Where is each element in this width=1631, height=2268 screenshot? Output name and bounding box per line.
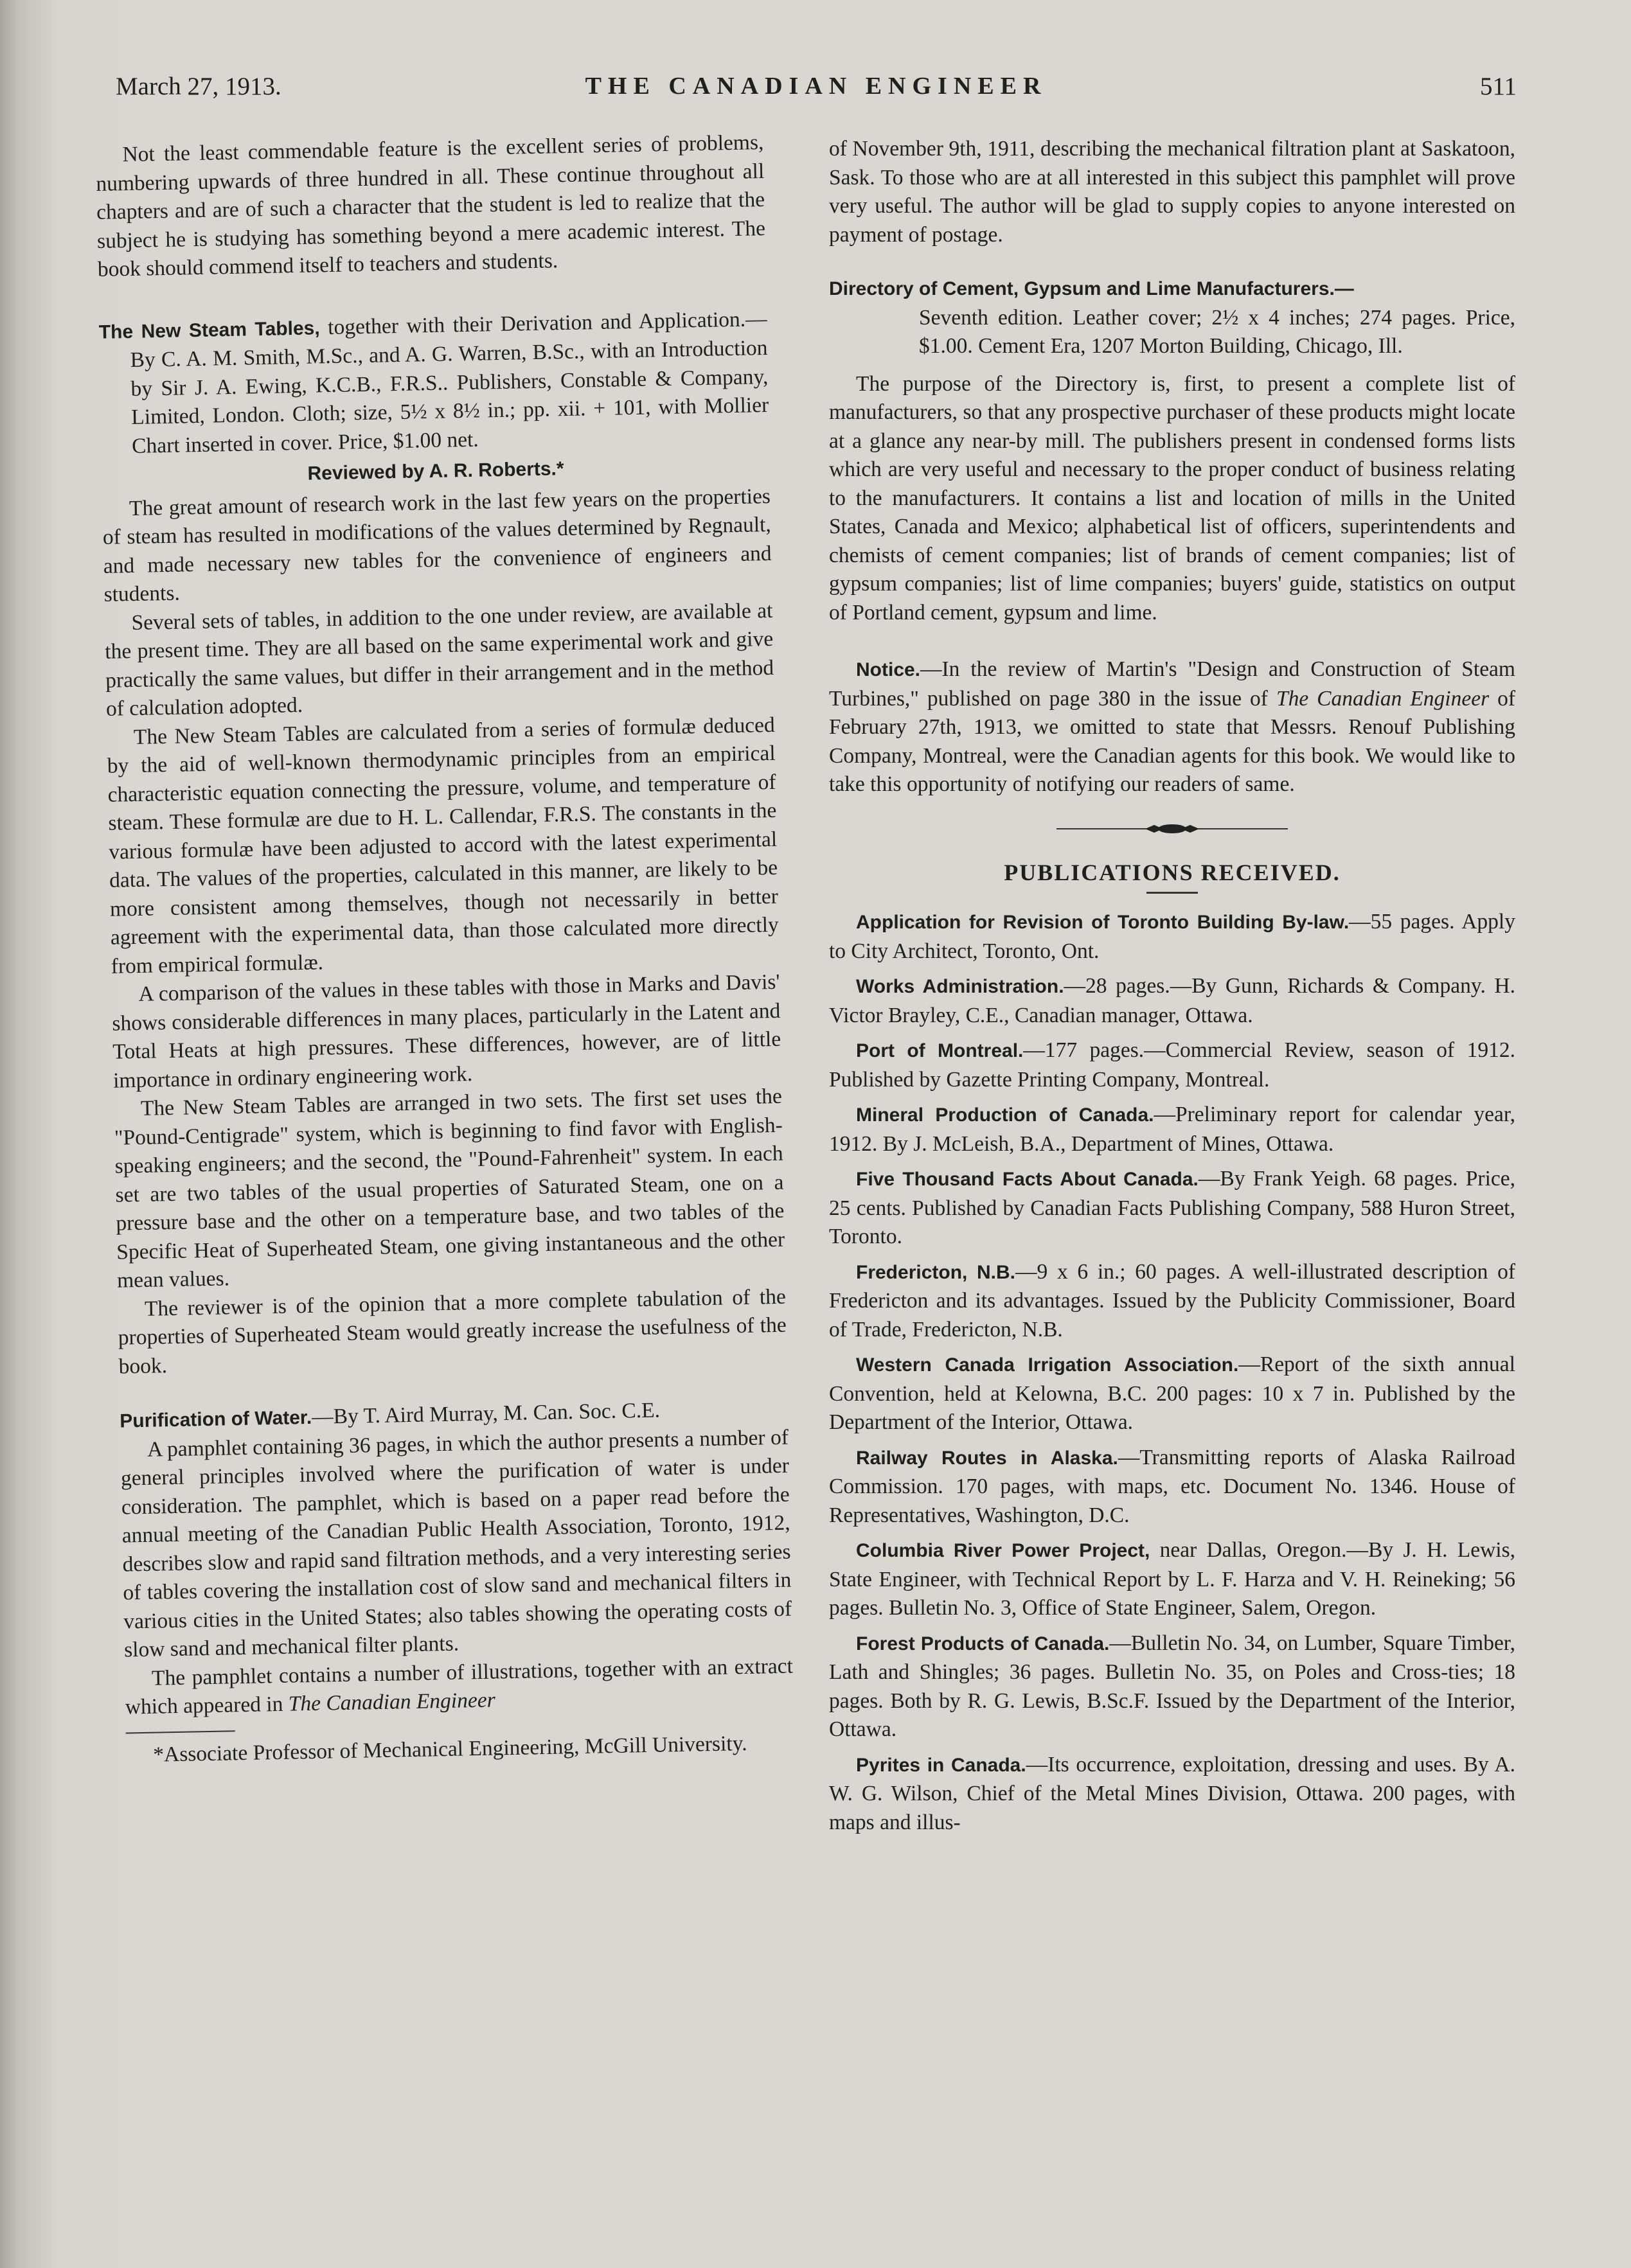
publication-item (829, 908, 1515, 966)
publication-item (829, 1036, 1515, 1094)
purification-title: Purification of Water. (120, 1406, 312, 1432)
directory-paragraph: The purpose of the Directory is, first, to present a complete list of manufacturers, so that any prospective purchaser of these products might locate at a glance any near-by mill. The publishers present in condensed forms lists which are very useful and necessary to the proper conduct of business relating to the manufacturers. It contains a list and location of mills in the United States, Canada and Mexico; alphabetical list of officers, superintendents and chemists of cement companies; list of brands of cement companies; list of gypsum companies; list of lime companies; buyers' guide, statistics on output of Portland cement, gypsum and lime. (829, 371, 1515, 625)
continued-paragraph: of November 9th, 1911, describing the mechanical filtration plant at Saskatoon, Sask. To those who are at all interested in this subject this pamphlet will prove very useful. The author will be glad to supply copies to anyone interested on payment of postage. (829, 137, 1515, 247)
publication-item (829, 1536, 1515, 1623)
steam-para-5: The New Steam Tables are arranged in two sets. The first set uses the "Pound-Centigrade" system, which is beginning to find favor with English-speaking engineers; and the second, the "Pound-Fahrenheit" system. In each set are two tables of the usual properties of Saturated Steam, one on a pressure base and the other on a temperature base, and two tables of the Specific Heat of Superheated Steam, one giving instantaneous and the other mean values. (114, 1084, 785, 1293)
notice-label: Notice. (856, 659, 921, 680)
publication-item (829, 1629, 1515, 1744)
publication-details: near Dallas, Oregon.—By J. H. Lewis, State Engineer, with Technical Report by L. F. Harza and V. H. Reineking; 56 pages. Bulletin No. 3, Office of State Engineer, Salem, Oregon. (829, 1538, 1515, 1620)
publication-item (829, 1444, 1515, 1530)
publication-title: Works Administration. (856, 976, 1064, 997)
publications-heading: PUBLICATIONS RECEIVED. (1004, 859, 1341, 885)
publication-details: —By Frank Yeigh. 68 pages. Price, 25 cents. Published by Canadian Facts Publishing Company, 588 Huron Street, Toronto. (829, 1167, 1515, 1248)
steam-para-3: The New Steam Tables are calculated from a series of formulæ deduced by the aid of well-known thermodynamic principles from an empirical characteristic equation connecting the pressure, volume, and temperature of steam. These formulæ are due to H. L. Callendar, F.R.S. The constants in the various formulæ have been adjusted to accord with the latest experimental data. The values of the properties, calculated in this manner, are likely to be more consistent among themselves, though not necessarily in better agreement with the experimental data, than those calculated more directly from empirical formulæ. (107, 713, 780, 979)
journal-title: THE CANADIAN ENGINEER (585, 73, 1047, 100)
notice-journal: The Canadian Engineer (1276, 686, 1490, 711)
publications-rule (1146, 892, 1198, 894)
publication-title: Western Canada Irrigation Association. (856, 1354, 1239, 1376)
publication-item (829, 1165, 1515, 1252)
publication-title: Five Thousand Facts About Canada. (856, 1169, 1199, 1190)
publication-details: —55 pages. Apply to City Architect, Toronto, Ont. (829, 910, 1515, 963)
publication-details: —177 pages.—Commercial Review, season of 1912. Published by Gazette Printing Company, Montreal. (829, 1038, 1515, 1092)
publication-details: —Report of the sixth annual Convention, held at Kelowna, B.C. 200 pages: 10 x 7 in. Published by the Department of the Interior, Ottawa. (829, 1352, 1515, 1434)
right-column (829, 135, 1515, 1837)
footnote-rule (126, 1730, 235, 1733)
directory-title: Directory of Cement, Gypsum and Lime Manufacturers.— (829, 278, 1354, 299)
running-head (116, 72, 1517, 111)
page-number: 511 (1479, 73, 1517, 100)
notice-text-2: of February 27th, 1913, we omitted to state that Messrs. Renouf Publishing Company, Montreal, were the Canadian agents for this book. We would like to take this opportunity of notifying our readers of same. (829, 686, 1516, 796)
notice-paragraph (829, 655, 1515, 799)
publication-title: Forest Products of Canada. (856, 1633, 1110, 1654)
notice-text-1: —In the review of Martin's "Design and Construction of Steam Turbines," published on page 380 in the issue of (829, 657, 1515, 711)
steam-tables-entry (98, 305, 769, 461)
publication-title: Fredericton, N.B. (856, 1261, 1016, 1283)
publication-item (829, 1258, 1515, 1345)
steam-para-6: The reviewer is of the opinion that a more complete tabulation of the properties of Superheated Steam would greatly increase the usefulness of the book. (118, 1284, 787, 1379)
issue-date: March 27, 1913. (116, 73, 281, 100)
publication-title: Mineral Production of Canada. (856, 1104, 1154, 1126)
publication-title: Railway Routes in Alaska. (856, 1447, 1118, 1469)
purification-para-2-text: The pamphlet contains a number of illustrations, together with an extract which appeared in (125, 1654, 794, 1719)
purification-details: —By T. Aird Murray, M. Can. Soc. C.E. (311, 1398, 661, 1429)
publication-title: Application for Revision of Toronto Building By-law. (856, 912, 1350, 933)
reviewer-line: Reviewed by A. R. Roberts.* (307, 458, 564, 484)
publication-item (829, 972, 1515, 1030)
section-ornament (829, 821, 1515, 837)
publication-details: —Preliminary report for calendar year, 1912. By J. McLeish, B.A., Department of Mines, Ottawa. (829, 1103, 1516, 1156)
steam-para-4: A comparison of the values in these tables with those in Marks and Davis' shows considerable differences in many places, particularly in the Latent and Total Heats at high pressures. These differences, however, are of little importance in ordinary engineering work. (112, 970, 781, 1093)
publication-details: —28 pages.—By Gunn, Richards & Company. H. Victor Brayley, C.E., Canadian manager, Ottawa. (829, 974, 1515, 1027)
steam-para-1: The great amount of research work in the last few years on the properties of steam has resulted in modifications of the values determined by Regnault, and made necessary new tables for the convenience of engineers and students. (102, 484, 772, 607)
directory-details: Seventh edition. Leather cover; 2½ x 4 inches; 274 pages. Price, $1.00. Cement Era, 1207 Morton Building, Chicago, Ill. (919, 305, 1515, 358)
left-column (95, 128, 794, 1769)
publication-title: Columbia River Power Project, (856, 1540, 1150, 1561)
publication-title: Pyrites in Canada. (856, 1754, 1026, 1776)
publications-list (829, 908, 1515, 1837)
purification-para-2-journal: The Canadian Engineer (288, 1688, 496, 1716)
directory-entry (829, 275, 1515, 627)
steam-tables-details: together with their Derivation and Application.—By C. A. M. Smith, M.Sc., and A. G. Warren, B.Sc., with an Introduction by Sir J. A. Ewing, K.C.B., F.R.S.. Publishers, Constable & Company, Limited, London. Cloth; size, 5½ x 8½ in.; pp. xii. + 101, with Mollier Chart inserted in cover. Price, $1.00 net. (130, 306, 769, 458)
steam-para-2: Several sets of tables, in addition to the one under review, are available at the present time. They are all based on the same experimental work and give practically the same values, but differ in their arrangement and in the method of calculation adopted. (104, 598, 774, 721)
ornament-rule-icon (1056, 821, 1288, 837)
publication-details: —Bulletin No. 34, on Lumber, Square Timber, Lath and Shingles; 36 pages. Bulletin No. 35, on Poles and Cross-ties; 18 pages. Both by R. G. Lewis, B.Sc.F. Issued by the Department of the Interior, Ottawa. (829, 1631, 1515, 1741)
publication-item (829, 1101, 1515, 1158)
intro-paragraph: Not the least commendable feature is the excellent series of problems, numbering upwards of three hundred in all. These continue throughout all chapters and are of such a character that the student is led to realize that the subject he is studying has something beyond a mere academic interest. The book should commend itself to teachers and students. (96, 130, 766, 281)
publication-title: Port of Montreal. (856, 1040, 1024, 1061)
publication-details: —Its occurrence, exploitation, dressing and uses. By A. W. G. Wilson, Chief of the Metal Mines Division, Ottawa. 200 pages, with maps and illus- (829, 1752, 1515, 1834)
publication-item (829, 1351, 1515, 1437)
footnote (126, 1719, 795, 1769)
purification-para-1: A pamphlet containing 36 pages, in which the author presents a number of general principles involved where the purification of water is under consideration. The pamphlet, which is based on a paper read before the annual meeting of the Canadian Public Health Association, Toronto, 1912, describes slow and rapid sand filtration methods, and a very interesting series of tables covering the installation cost of slow sand and mechanical filters in various cities in the United States; also tables showing the operating costs of slow sand and mechanical filter plants. (120, 1425, 792, 1662)
publication-details: —Transmitting reports of Alaska Railroad Commission. 170 pages, with maps, etc. Document No. 1346. House of Representatives, Washington, D.C. (829, 1445, 1516, 1527)
publication-details: —9 x 6 in.; 60 pages. A well-illustrated description of Fredericton and its advantages. Issued by the Publicity Commissioner, Board of Trade, Fredericton, N.B. (829, 1259, 1515, 1342)
footnote-text: *Associate Professor of Mechanical Engineering, McGill University. (152, 1731, 747, 1767)
steam-tables-title: The New Steam Tables, (98, 317, 320, 343)
publication-item (829, 1751, 1515, 1838)
